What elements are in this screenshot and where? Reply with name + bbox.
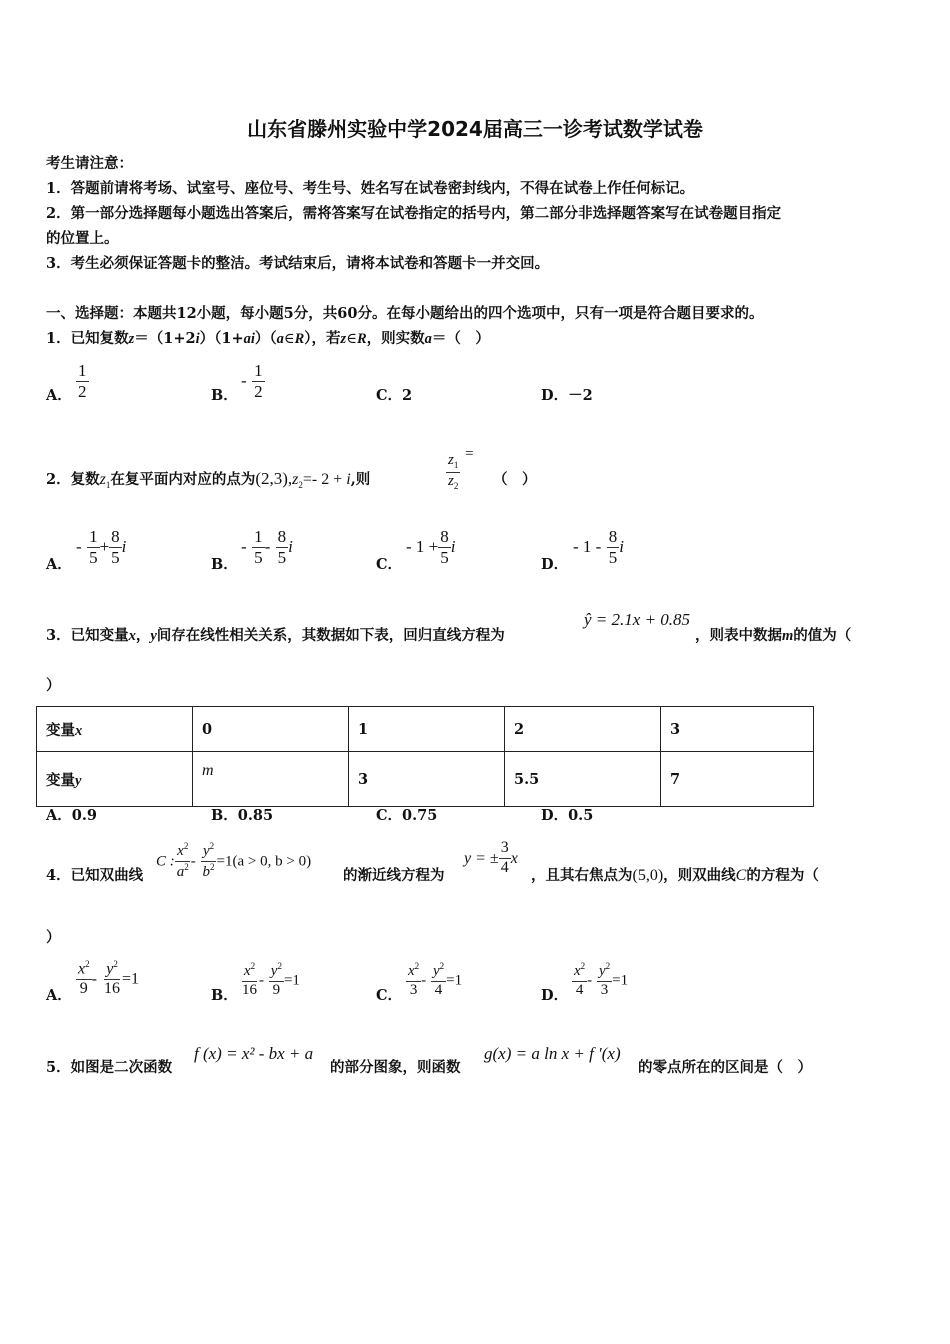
q5-function-g: g(x) = a ln x + f ′(x) xyxy=(484,1044,621,1063)
notice-heading: 考生请注意： xyxy=(46,155,133,172)
q2-option-b-value: - $\frac{1}{5}$ - $\frac{8}{5}$ i xyxy=(241,527,293,567)
table-cell: 5.5 xyxy=(505,752,661,807)
table-cell: 3 xyxy=(661,707,814,752)
q5-stem-part3: 的零点所在的区间是（ ） xyxy=(638,1059,812,1076)
notice-item-2-cont: 的位置上。 xyxy=(46,230,119,247)
table-header-x: 变量x xyxy=(37,707,193,752)
table-header-y: 变量y xyxy=(37,752,193,807)
q4-asymptote: y = ± $\frac{3}{4}$ x xyxy=(464,839,518,876)
q4-option-b-value: $\frac{x^2}{16}$ - $\frac{y^2}{9}$ =1 xyxy=(242,961,300,998)
q4-option-b-label: B． xyxy=(211,987,238,1004)
q4-option-c-value: $\frac{x^2}{3}$ - $\frac{y^2}{4}$ =1 xyxy=(408,961,463,998)
q3-data-table xyxy=(36,706,814,807)
q3-stem-tail: ，则表中数据m的值为（ xyxy=(695,627,852,644)
q4-stem-close: ） xyxy=(46,929,61,946)
q1-option-a-label: A． xyxy=(46,387,72,404)
question-2-stem: 2．复数$z_1$在复平面内对应的点为$(2,3),z_2=-$ 2 + i,则 xyxy=(46,469,371,490)
q3-option-c: C．0.75 xyxy=(376,807,438,824)
question-4-stem: 4．已知双曲线 xyxy=(46,867,144,884)
table-cell: 0 xyxy=(193,707,349,752)
table-row xyxy=(37,752,814,807)
q1-option-b-value: - $\frac{1}{2}$ xyxy=(241,361,263,401)
q5-function-f: f (x) = x² - bx + a xyxy=(194,1044,314,1063)
question-3-stem: 3．已知变量x，y间存在线性相关关系，其数据如下表，回归直线方程为 xyxy=(46,627,505,644)
q3-regression-equation: ŷ = 2.1x + 0.85 xyxy=(584,610,691,629)
q4-option-d-value: $\frac{x^2}{4}$ - $\frac{y^2}{3}$ =1 xyxy=(574,961,629,998)
q3-option-d: D．0.5 xyxy=(541,807,594,824)
q3-option-b: B．0.85 xyxy=(211,807,274,824)
q2-answer-bracket: （ ） xyxy=(493,471,537,488)
table-cell-m: m xyxy=(193,752,349,807)
table-cell: 2 xyxy=(505,707,661,752)
q2-ratio: $\frac{z_1}{z_2}$ = xyxy=(448,446,474,491)
question-1-stem: 1．已知复数z＝（1+2i）（1+ai）（a∈R），若z∈R，则实数a＝（ ） xyxy=(46,330,490,347)
question-5-stem: 5．如图是二次函数 xyxy=(46,1059,173,1076)
q1-option-d: D．－2 xyxy=(541,387,593,404)
q1-option-b-label: B． xyxy=(211,387,238,404)
notice-item-2: 2．第一部分选择题每小题选出答案后，需将答案写在试卷指定的括号内，第二部分非选择题答案写在试卷题目指定 xyxy=(46,205,782,222)
q1-option-c: C．2 xyxy=(376,387,413,404)
table-row xyxy=(37,707,814,752)
q2-option-c-label: C． xyxy=(376,556,403,573)
q4-stem-part2: 的渐近线方程为 xyxy=(343,867,445,884)
notice-item-3: 3．考生必须保证答题卡的整洁。考试结束后，请将本试卷和答题卡一并交回。 xyxy=(46,255,550,272)
table-cell: 3 xyxy=(349,752,505,807)
q2-option-c-value: - 1 + $\frac{8}{5}$ i xyxy=(406,527,456,567)
table-cell: 1 xyxy=(349,707,505,752)
q2-option-b-label: B． xyxy=(211,556,238,573)
q3-stem-close: ） xyxy=(46,677,61,694)
section-heading: 一、选择题：本题共12小题，每小题5分，共60分。在每小题给出的四个选项中，只有一项是符合题目要求的。 xyxy=(46,305,764,322)
q4-option-a-value: $\frac{x^2}{9}$ - $\frac{y^2}{16}$ =1 xyxy=(78,959,140,998)
q2-option-a-label: A． xyxy=(46,556,72,573)
q2-option-d-label: D． xyxy=(541,556,569,573)
q2-option-d-value: - 1 - $\frac{8}{5}$ i xyxy=(573,527,624,567)
q4-option-c-label: C． xyxy=(376,987,403,1004)
q1-option-a-value: $\frac{1}{2}$ xyxy=(78,361,87,401)
q4-hyperbola-equation: C : $\frac{x^2}{a^2}$ - $\frac{y^2}{b^2}$ =1(a > 0, b > 0) xyxy=(156,841,312,880)
table-cell: 7 xyxy=(661,752,814,807)
q3-option-a: A．0.9 xyxy=(46,807,97,824)
q4-option-d-label: D． xyxy=(541,987,569,1004)
q4-stem-part3: ，且其右焦点为(5,0)，则双曲线C的方程为（ xyxy=(531,867,819,884)
q5-stem-part2: 的部分图象，则函数 xyxy=(330,1059,461,1076)
q4-option-a-label: A． xyxy=(46,987,72,1004)
notice-item-1: 1．答题前请将考场、试室号、座位号、考生号、姓名写在试卷密封线内，不得在试卷上作任何标记。 xyxy=(46,180,695,197)
page-title: 山东省滕州实验中学2024届高三一诊考试数学试卷 xyxy=(247,117,703,141)
q2-option-a-value: - $\frac{1}{5}$ + $\frac{8}{5}$ i xyxy=(76,527,127,567)
